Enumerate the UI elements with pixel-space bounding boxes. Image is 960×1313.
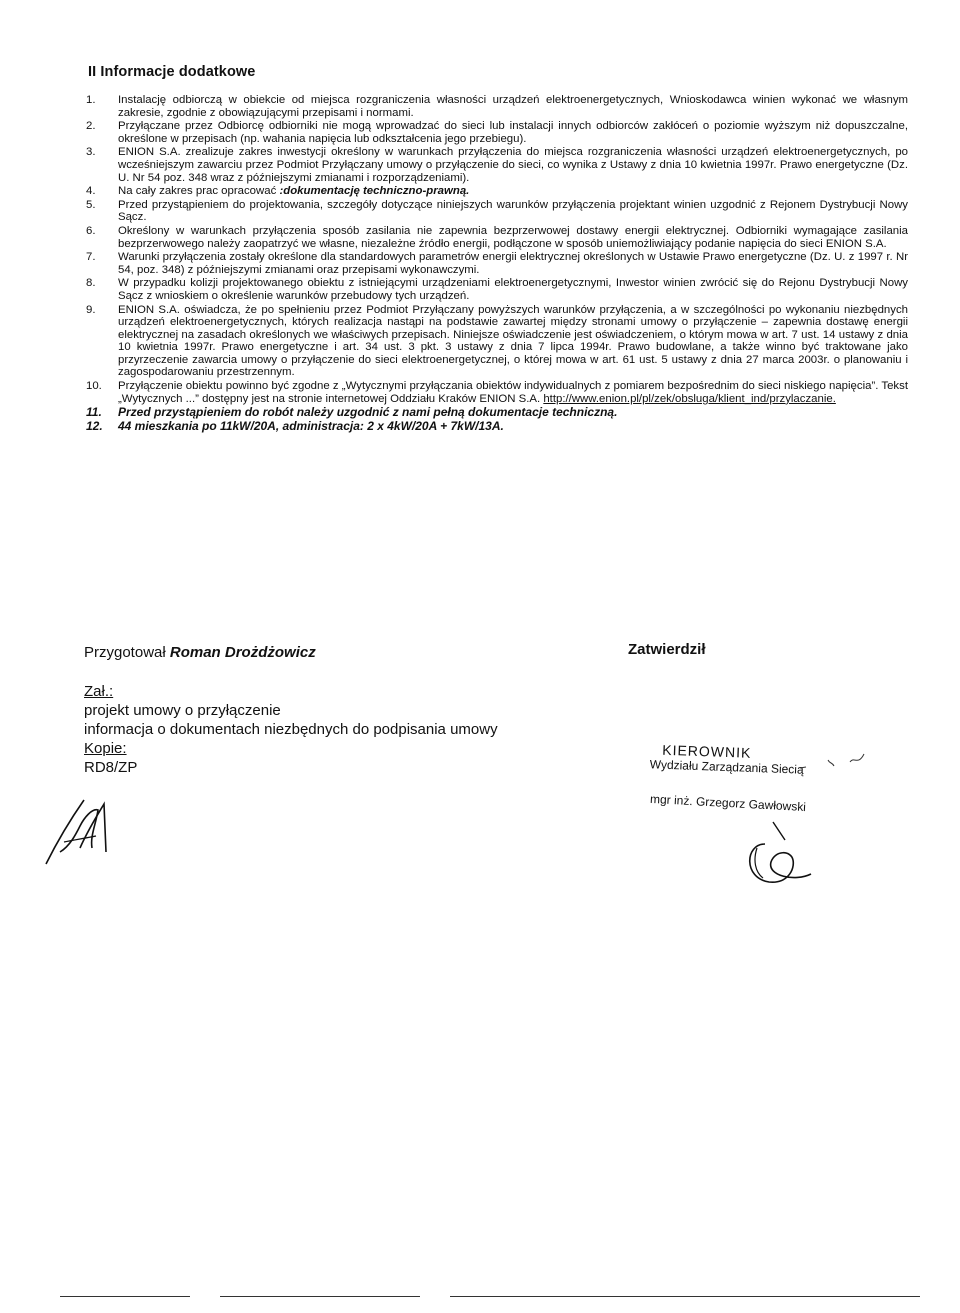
condition-item xyxy=(86,251,908,276)
condition-item xyxy=(86,406,908,419)
condition-number: 2. xyxy=(86,120,96,133)
condition-number: 7. xyxy=(86,251,96,264)
condition-item xyxy=(86,120,908,145)
condition-item xyxy=(86,199,908,224)
condition-text: 44 mieszkania po 11kW/20A, administracja: 2 x 4kW/20A + 7kW/13A. xyxy=(118,418,504,433)
condition-text: Na cały zakres prac opracować xyxy=(118,185,280,198)
condition-item xyxy=(86,420,908,433)
condition-number: 11. xyxy=(86,405,102,420)
condition-item xyxy=(86,146,908,184)
condition-item xyxy=(86,225,908,250)
condition-text: Określony w warunkach przyłączenia sposób zasilania nie zapewnia bezprzerwowej dostawy energii elektrycznej. Odbiorniki wymagające zasilania bezprzerwowego należy zaopatrzyć we własne, niezależne źródło energii, podłączone w sposób uniemożliwiający podanie napięcia do sieci ENION S.A. xyxy=(118,224,908,250)
condition-number: 3. xyxy=(86,146,96,159)
condition-number: 5. xyxy=(86,198,96,211)
condition-text: Przyłączenie obiektu powinno być zgodne z „Wytycznymi przyłączania obiektów indywidualnych z pomiarem bezpośrednim do sieci niskiego napięcia”. Tekst „Wytycznych ...” dostępny jest na stronie internetowej Oddziału Kraków ENION S.A. xyxy=(118,380,908,405)
condition-number: 4. xyxy=(86,185,96,198)
official-stamp xyxy=(650,741,805,776)
attachment-line: informacja o dokumentach niezbędnych do podpisania umowy xyxy=(84,721,498,738)
conditions-list xyxy=(86,94,908,433)
condition-text: Przed przystąpieniem do robót należy uzgodnić z nami pełną dokumentacje techniczną. xyxy=(118,405,618,420)
condition-text: Przyłączane przez Odbiorcę odbiorniki nie mogą wprowadzać do sieci lub instalacji innych odbiorców zakłóceń o poziomie wyższym niż dopuszczalne, określone w przepisach (np. wahania napięcia lub odkształcenia jego przebiegu). xyxy=(118,120,908,145)
attachments-block xyxy=(84,682,498,777)
condition-text: W przypadku kolizji projektowanego obiektu z istniejącymi urządzeniami elektroenergetycznymi, Inwestor winien zwrócić się do Rejonu Dystrybucji Nowy Sącz z wnioskiem o określenie warunków przebudowy tych urządzeń. xyxy=(118,277,908,302)
copies-label: Kopie: xyxy=(84,740,127,757)
condition-text: Instalację odbiorczą w obiekcie od miejsca rozgraniczenia własności urządzeń elektroenergetycznych, Wnioskodawca winien wykonać we własnym zakresie, zgodnie z obowiązującymi przepisami i normami. xyxy=(118,94,908,119)
condition-number: 10. xyxy=(86,380,102,393)
condition-text: ENION S.A. zrealizuje zakres inwestycji określony w warunkach przyłączenia do miejsca rozgraniczenia własności urządzeń elektroenergetycznych, po wcześniejszym zawarciu przez Podmiot Przyłączany umowy o przyłączenie do sieci, co wynika z Ustawy z dnia 10 kwietnia 1997r. Prawo energetyczne (Dz. U. Nr 54 poz. 348 wraz z późniejszymi zmianami i rozporządzeniami). xyxy=(118,146,908,184)
condition-number: 6. xyxy=(86,224,96,237)
prepared-by-label: Przygotował xyxy=(84,644,170,661)
condition-number: 12. xyxy=(86,418,103,433)
attachments-label: Zał.: xyxy=(84,683,114,700)
condition-number: 8. xyxy=(86,277,96,290)
condition-emphasis: :dokumentację techniczno-prawną. xyxy=(279,185,470,198)
condition-text: Warunki przyłączenia zostały określone dla standardowych parametrów energii elektrycznej określonych w Ustawie Prawo energetyczne (Dz. U. z 1997 r. Nr 54, poz. 348) z późniejszymi zmianami oraz przepisami wykonawczymi. xyxy=(118,251,908,276)
approved-by-label: Zatwierdził xyxy=(628,641,706,658)
condition-item xyxy=(86,304,908,380)
stamp-department: Wydziału Zarządzania Siecią xyxy=(649,757,804,777)
attachment-line: projekt umowy o przyłączenie xyxy=(84,702,281,719)
copy-recipient: RD8/ZP xyxy=(84,759,138,776)
prepared-by xyxy=(84,644,316,661)
stamp-title: KIEROWNIK xyxy=(662,741,752,761)
condition-number: 9. xyxy=(86,303,96,316)
condition-item xyxy=(86,277,908,302)
stamp-signatory: mgr inż. Grzegorz Gawłowski xyxy=(649,791,807,815)
condition-number: 1. xyxy=(86,94,96,106)
guidelines-link[interactable]: http://www.enion.pl/pl/zek/obsluga/klient_ind/przylaczanie. xyxy=(543,392,836,405)
condition-text: ENION S.A. oświadcza, że po spełnieniu przez Podmiot Przyłączany powyższych warunków przyłączenia, a w szczególności po wykonaniu niezbędnych urządzeń elektroenergetycznych, których realizacja nastąpi na podstawie zawartej między stronami umowy o przyłączenie – zapewnia dostawę energii elektrycznej na zasadach określonych we właściwych przepisach. Niniejsze oświadczenie jest oświadczeniem, o którym mowa w art. 7 ust. 14 ustawy z dnia 10 kwietnia 1997r. Prawo energetyczne i art. 34 ust. 3 pkt. 3 ustawy z dnia 7 lipca 1994r. Prawo budowlane, a także winno być traktowane jako przyrzeczenie zawarcia umowy o przyłączenie do sieci elektroenergetycznej, o której mowa w art. 61 ust. 5 ustawy z dnia 27 marca 2003r. o planowaniu i zagospodarowaniu przestrzennym. xyxy=(118,303,908,379)
condition-text: Przed przystąpieniem do projektowania, szczegóły dotyczące niniejszych warunków przyłączenia projektant winien uzgodnić z Rejonem Dystrybucji Nowy Sącz. xyxy=(118,198,908,224)
handwritten-signature-left xyxy=(40,790,120,870)
condition-item xyxy=(86,94,908,119)
prepared-by-name: Roman Drożdżowicz xyxy=(169,644,316,661)
condition-item xyxy=(86,380,908,405)
section-heading: II Informacje dodatkowe xyxy=(88,64,256,80)
condition-item xyxy=(86,185,908,198)
handwritten-signature-right xyxy=(735,820,825,890)
bottom-edge-rule xyxy=(60,1296,920,1298)
